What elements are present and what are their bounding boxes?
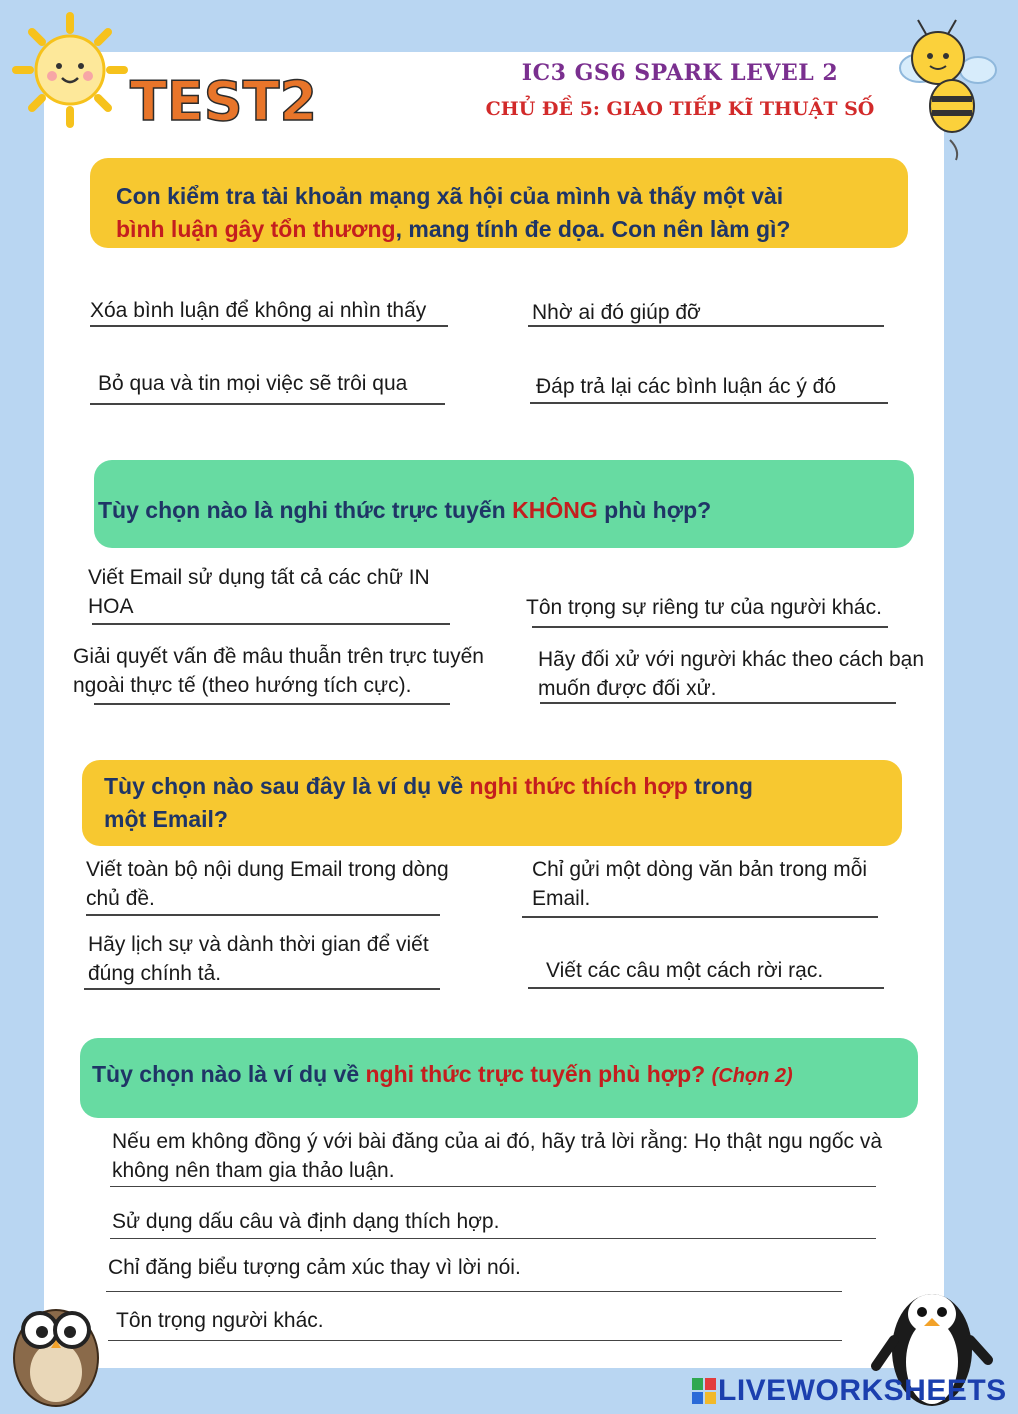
answer-line <box>84 988 440 990</box>
answer-line <box>110 1186 876 1187</box>
bee-icon <box>890 10 1000 160</box>
topic-title: CHỦ ĐỀ 5: GIAO TIẾP KĨ THUẬT SỐ <box>485 98 875 120</box>
answer-option[interactable]: Viết toàn bộ nội dung Email trong dòng chủ đề. <box>86 858 449 910</box>
question-3-after: trong <box>687 773 753 799</box>
answer-option[interactable]: Viết Email sử dụng tất cả các chữ IN HOA <box>88 566 430 618</box>
answer-line <box>540 702 896 704</box>
question-3-before: Tùy chọn nào sau đây là ví dụ về <box>104 773 470 799</box>
answer-option[interactable]: Chỉ gửi một dòng văn bản trong mỗi Email. <box>532 858 868 910</box>
answer-line <box>92 623 450 625</box>
answer-option[interactable]: Xóa bình luận để không ai nhìn thấy <box>90 299 427 322</box>
sun-icon <box>10 10 130 130</box>
owl-icon <box>6 1280 106 1410</box>
question-2-highlight: KHÔNG <box>512 497 598 523</box>
answer-line <box>108 1340 842 1341</box>
question-1-box <box>90 158 908 248</box>
answer-line <box>94 703 450 705</box>
question-4-before: Tùy chọn nào là ví dụ về <box>92 1061 366 1087</box>
answer-line <box>90 403 445 405</box>
answer-option[interactable]: Giải quyết vấn đề mâu thuẫn trên trực tuyến ngoài thực tế (theo hướng tích cực). <box>73 645 484 697</box>
answer-option[interactable]: Nếu em không đồng ý với bài đăng của ai đó, hãy trả lời rằng: Họ thật ngu ngốc và không nên tham gia thảo luận. <box>112 1130 883 1182</box>
question-3-text <box>104 770 894 836</box>
answer-line <box>532 626 888 628</box>
question-4-highlight: nghi thức trực tuyến phù hợp? <box>365 1061 706 1087</box>
question-2-text <box>98 494 908 527</box>
question-1-line1: Con kiểm tra tài khoản mạng xã hội của mình và thấy một vài <box>116 183 784 209</box>
question-2-box <box>94 460 914 548</box>
answer-line <box>110 1238 876 1239</box>
answer-line <box>86 914 440 916</box>
liveworksheets-logo-icon <box>692 1378 716 1404</box>
answer-option[interactable]: Đáp trả lại các bình luận ác ý đó <box>536 375 837 398</box>
answer-line <box>528 987 884 989</box>
question-1-text <box>116 180 916 246</box>
question-4-box <box>80 1038 918 1118</box>
answer-line <box>90 325 448 327</box>
question-4-text <box>92 1058 918 1093</box>
logo-text: TEST2 <box>130 70 318 133</box>
question-3-line2: một Email? <box>104 806 228 832</box>
answer-option[interactable]: Tôn trọng sự riêng tư của người khác. <box>526 596 882 619</box>
liveworksheets-watermark: LIVEWORKSHEETS <box>718 1374 1007 1407</box>
answer-option[interactable]: Hãy đối xử với người khác theo cách bạn muốn được đối xử. <box>538 648 925 700</box>
answer-option[interactable]: Tôn trọng người khác. <box>116 1309 324 1332</box>
test-logo <box>128 64 318 133</box>
question-3-highlight: nghi thức thích hợp <box>469 773 688 799</box>
answer-option[interactable]: Sử dụng dấu câu và định dạng thích hợp. <box>112 1210 500 1233</box>
question-3-box <box>82 760 902 846</box>
answer-option[interactable]: Chỉ đăng biểu tượng cảm xúc thay vì lời nói. <box>108 1256 521 1279</box>
answer-option[interactable]: Nhờ ai đó giúp đỡ <box>532 301 701 324</box>
answer-line <box>530 402 888 404</box>
question-2-after: phù hợp? <box>597 497 712 523</box>
question-4-note: (Chọn 2) <box>711 1065 793 1087</box>
question-2-before: Tùy chọn nào là nghi thức trực tuyến <box>98 497 513 523</box>
answer-option[interactable]: Bỏ qua và tin mọi việc sẽ trôi qua <box>98 372 408 395</box>
answer-line <box>106 1291 842 1292</box>
answer-line <box>522 916 878 918</box>
question-1-highlight: bình luận gây tổn thương <box>116 216 396 242</box>
answer-line <box>528 325 884 327</box>
answer-option[interactable]: Hãy lịch sự và dành thời gian để viết đúng chính tả. <box>88 933 429 985</box>
answer-option[interactable]: Viết các câu một cách rời rạc. <box>546 959 824 982</box>
course-title: IC3 GS6 SPARK LEVEL 2 <box>521 60 839 86</box>
question-1-rest: , mang tính đe dọa. Con nên làm gì? <box>395 216 791 242</box>
